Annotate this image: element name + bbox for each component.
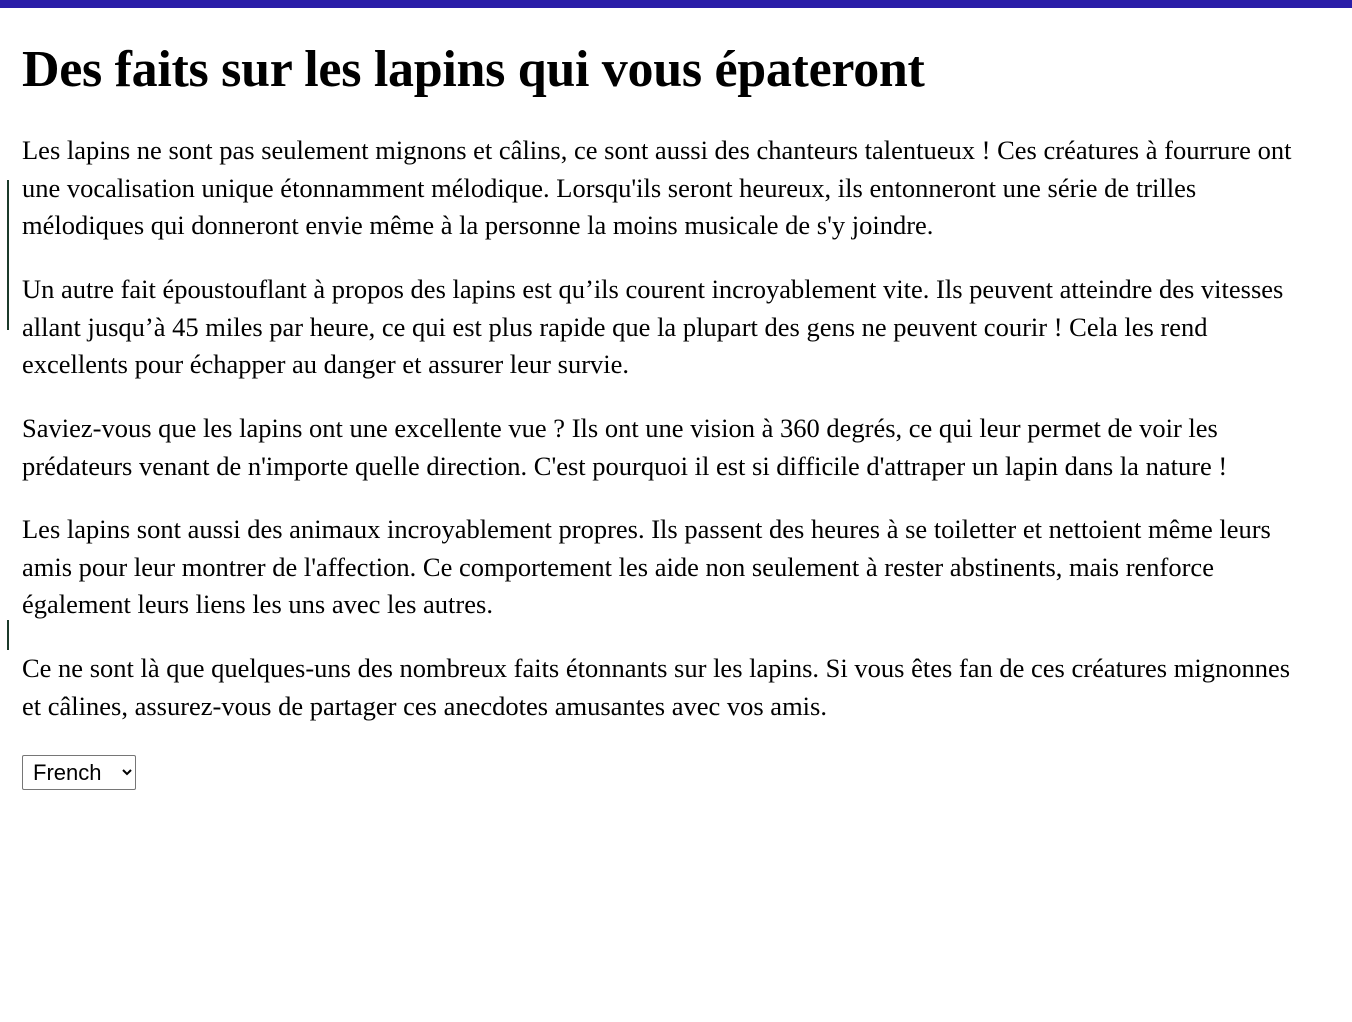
article-paragraph: Saviez-vous que les lapins ont une excellente vue ? Ils ont une vision à 360 degrés, ce qui leur permet de voir les prédateurs venant de n'importe quelle direction. C'est pourquoi il est si difficile d'attraper un lapin dans la nature ! xyxy=(22,412,1228,481)
article-paragraph: Ce ne sont là que quelques-uns des nombreux faits étonnants sur les lapins. Si vous êtes fan de ces créatures mignonnes et câlines, assurez-vous de partager ces anecdotes amusantes avec vos amis. xyxy=(22,653,1291,721)
document-page xyxy=(0,8,1352,1022)
language-select[interactable] xyxy=(22,755,136,790)
article-body xyxy=(22,132,1308,725)
page-title: Des faits sur les lapins qui vous épateront xyxy=(22,41,925,98)
article-paragraph: Un autre fait époustouflant à propos des lapins est qu’ils courent incroyablement vite. Ils peuvent atteindre des vitesses allant jusqu’à 45 miles par heure, ce qui est plus rapide que la plupart des gens ne peuvent courir ! Cela les rend excellents pour échapper au danger et assurer leur survie. xyxy=(22,274,1284,380)
article-paragraph: Les lapins sont aussi des animaux incroyablement propres. Ils passent des heures à se toiletter et nettoient même leurs amis pour leur montrer de l'affection. Ce comportement les aide non seulement à rester abstinents, mais renforce également leurs liens les uns avec les autres. xyxy=(22,514,1271,620)
browser-accent-bar xyxy=(0,0,1352,8)
article-paragraph: Les lapins ne sont pas seulement mignons et câlins, ce sont aussi des chanteurs talentueux ! Ces créatures à fourrure ont une vocalisation unique étonnamment mélodique. Lorsqu'ils seront heureux, ils entonneront une série de trilles mélodiques qui donneront envie même à la personne la moins musicale de s'y joindre. xyxy=(22,135,1292,241)
language-select-container xyxy=(22,755,1308,790)
